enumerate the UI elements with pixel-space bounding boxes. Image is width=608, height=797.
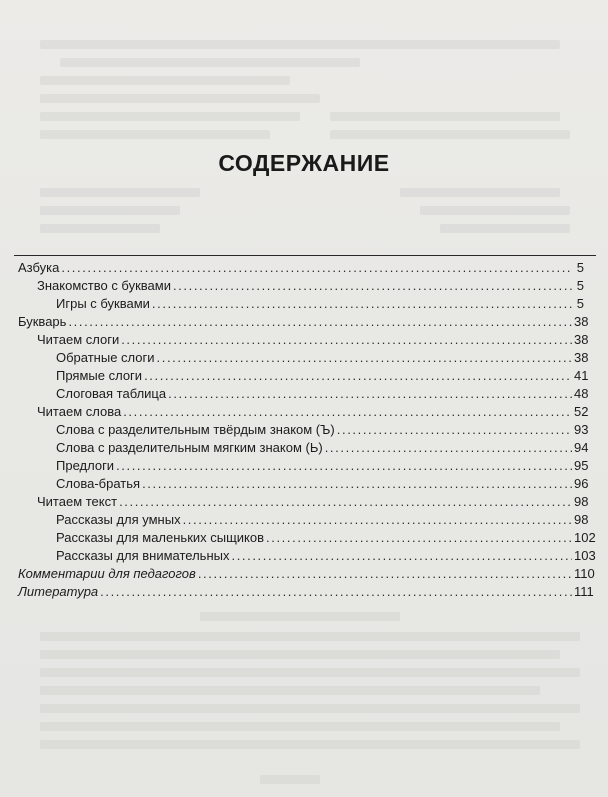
toc-entry xyxy=(37,492,589,512)
toc-dot-leader xyxy=(100,582,572,602)
toc-entry-title: Предлоги xyxy=(56,458,115,473)
toc-entry-page: 48 xyxy=(574,386,589,401)
toc-entry xyxy=(18,312,589,332)
toc-entry xyxy=(18,564,595,584)
toc-entry-title: Азбука xyxy=(18,260,60,275)
toc-entry-page: 5 xyxy=(576,278,584,293)
toc-entry-page: 94 xyxy=(574,440,589,455)
toc-entry-title: Слова с разделительным твёрдым знаком (Ъ) xyxy=(56,422,335,437)
toc-dot-leader xyxy=(198,564,572,584)
toc-entry xyxy=(56,384,589,404)
toc-entry xyxy=(56,438,589,458)
toc-entry-page: 38 xyxy=(574,314,589,329)
toc-entry-title: Слова-братья xyxy=(56,476,141,491)
toc-dot-leader xyxy=(337,420,572,440)
toc-entry-title: Знакомство с буквами xyxy=(37,278,171,293)
toc-entry-title: Букварь xyxy=(18,314,67,329)
toc-dot-leader xyxy=(119,492,572,512)
page-title: СОДЕРЖАНИЕ xyxy=(218,150,390,176)
toc-entry-page: 110 xyxy=(574,566,595,581)
toc-entry xyxy=(56,420,589,440)
toc-dot-leader xyxy=(152,294,572,314)
toc-entry xyxy=(56,294,584,314)
toc-entry-page: 98 xyxy=(574,494,589,509)
toc-entry-title: Рассказы для маленьких сыщиков xyxy=(56,530,265,545)
toc-entry xyxy=(56,474,589,494)
toc-dot-leader xyxy=(325,438,572,458)
toc-entry-page: 103 xyxy=(574,548,596,563)
toc-dot-leader xyxy=(168,384,572,404)
toc-dot-leader xyxy=(173,276,572,296)
toc-entry-page: 5 xyxy=(576,296,584,311)
toc-entry xyxy=(56,528,596,548)
toc-entry-title: Слова с разделительным мягким знаком (Ь) xyxy=(56,440,323,455)
toc-dot-leader xyxy=(142,474,572,494)
toc-entry-page: 95 xyxy=(574,458,589,473)
toc-entry-page: 102 xyxy=(574,530,596,545)
toc-entry-page: 98 xyxy=(574,512,589,527)
toc-entry xyxy=(56,456,589,476)
toc-dot-leader xyxy=(121,330,572,350)
toc-entry-title: Слоговая таблица xyxy=(56,386,167,401)
toc-entry xyxy=(18,258,584,278)
toc-entry-title: Рассказы для внимательных xyxy=(56,548,230,563)
toc-entry-title: Читаем слоги xyxy=(37,332,120,347)
toc-entry-page: 41 xyxy=(574,368,589,383)
toc-entry-page: 38 xyxy=(574,332,589,347)
toc-entry-title: Читаем слова xyxy=(37,404,122,419)
toc-entry xyxy=(56,510,589,530)
toc-dot-leader xyxy=(266,528,572,548)
toc-dot-leader xyxy=(68,312,572,332)
toc-entry-title: Прямые слоги xyxy=(56,368,143,383)
toc-entry-page: 52 xyxy=(574,404,589,419)
toc-entry xyxy=(56,348,589,368)
toc-entry-title: Рассказы для умных xyxy=(56,512,181,527)
toc-entry xyxy=(56,366,589,386)
toc-entry xyxy=(37,330,589,350)
toc-entry xyxy=(56,546,596,566)
toc-entry-title: Обратные слоги xyxy=(56,350,155,365)
toc-entry xyxy=(37,402,589,422)
toc-dot-leader xyxy=(123,402,572,422)
toc-entry-title: Литература xyxy=(18,584,99,599)
toc-entry-page: 5 xyxy=(576,260,584,275)
toc-entry-title: Читаем текст xyxy=(37,494,118,509)
toc-dot-leader xyxy=(144,366,572,386)
toc-entry-page: 111 xyxy=(574,584,594,599)
top-rule xyxy=(14,255,596,256)
toc-entry-title: Игры с буквами xyxy=(56,296,150,311)
toc-dot-leader xyxy=(116,456,572,476)
toc-entry xyxy=(18,582,594,602)
toc-entry-title: Комментарии для педагогов xyxy=(18,566,196,581)
toc-dot-leader xyxy=(157,348,572,368)
toc-entry-page: 93 xyxy=(574,422,589,437)
toc-entry-page: 38 xyxy=(574,350,589,365)
toc-dot-leader xyxy=(183,510,572,530)
toc-dot-leader xyxy=(61,258,572,278)
toc-entry-page: 96 xyxy=(574,476,589,491)
toc-dot-leader xyxy=(231,546,572,566)
toc-entry xyxy=(37,276,584,296)
